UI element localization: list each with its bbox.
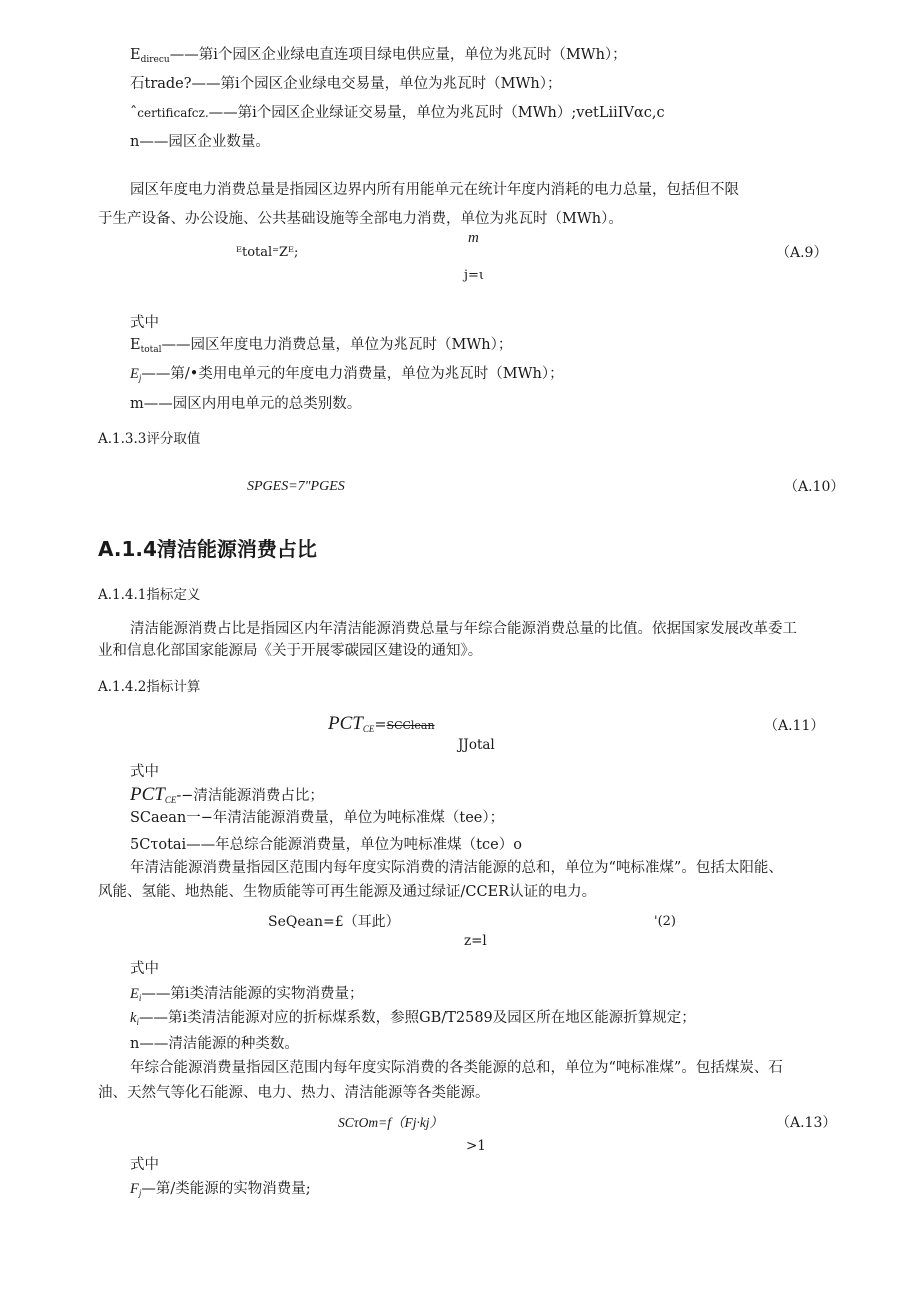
eq11-formula: $PCT_{CE}=SCClean$ [328,713,435,734]
def-f-j: $F_j—$第/类能源的实物消费量; [130,1181,311,1198]
paragraph-total-line2: 油、天然气等化石能源、电力、热力、清洁能源等各类能源。 [98,1085,490,1101]
eq10-formula: SPGES=7"PGES [247,479,345,494]
eq12-lower-limit: z=l [464,933,487,949]
where-label-4: 式中 [130,1157,159,1173]
def-pct-ce: $PCT_{CE}--$清洁能源消费占比； [130,784,324,805]
def-e-total: $E_{total}——$园区年度电力消费总量，单位为兆瓦时（MWh）； [130,337,513,355]
section-a141: A.1.4.1指标定义 [98,587,201,603]
eq11-denominator: JJotal [458,737,495,753]
def-e-trade: 石trade?——第i个园区企业绿电交易量，单位为兆瓦时（MWh）； [130,76,562,92]
section-a142: A.1.4.2指标计算 [98,679,201,695]
paragraph-total-line1: 年综合能源消费量指园区范围内每年度实际消费的各类能源的总和，单位为“吨标准煤”。包括煤炭、石 [130,1060,783,1076]
paragraph-definition-line1: 清洁能源消费占比是指园区内年清洁能源消费总量与年综合能源消费总量的比值。依据国家发展改革委工 [130,621,797,637]
def-sc-clean: SCaean一−年清洁能源消费量，单位为吨标准煤（tee）； [130,810,505,826]
def-m: m——园区内用电单元的总类别数。 [130,396,362,412]
eq13-number: （A.13） [776,1115,837,1131]
paragraph-definition-line2: 业和信息化部国家能源局《关于开展零碳园区建设的通知》。 [98,643,483,659]
eq9-formula: ᴱtotal⁼Zᴱ; [236,245,299,260]
def-n-clean-types: n——清洁能源的种类数。 [130,1036,299,1052]
def-k-i: $k_i——$第i类清洁能源对应的折标煤系数，参照GB/T2589及园区所在地区能源折算规定； [130,1010,696,1027]
eq9-number: （A.9） [776,245,828,261]
where-label-1: 式中 [130,315,159,331]
eq9-lower-limit: j=ι [464,268,485,283]
eq13-formula: SCτOm=f（Fj·kj） [338,1115,444,1130]
heading-a14: A.1.4清洁能源消费占比 [98,537,317,561]
section-a133: A.1.3.3评分取值 [98,431,201,447]
def-n-enterprises: n——园区企业数量。 [130,134,270,150]
def-e-i: $E_i——$第i类清洁能源的实物消费量； [130,986,364,1003]
paragraph-clean-line1: 年清洁能源消费量指园区范围内每年度实际消费的清洁能源的总和，单位为“吨标准煤”。包括太阳能、 [130,860,783,876]
paragraph-clean-line2: 风能、氢能、地热能、生物质能等可再生能源及通过绿证/CCER认证的电力。 [98,884,597,900]
paragraph-electricity-line2: 于生产设备、办公设施、公共基础设施等全部电力消费，单位为兆瓦时（MWh）。 [98,211,623,227]
eq9-upper-limit: m [468,230,479,246]
paragraph-electricity-line1: 园区年度电力消费总量是指园区边界内所有用能单元在统计年度内消耗的电力总量，包括但不限 [130,182,739,198]
def-sc-total: 5Cτotai——年总综合能源消费量，单位为吨标准煤（tce）o [130,837,522,853]
eq12-formula: SeQean=£（耳此） [268,914,400,930]
def-e-certificate: ˆcertificafcz.——第i个园区企业绿证交易量，单位为兆瓦时（MWh）;vetLiiIVαc,c [130,105,665,121]
def-e-j: $E_j——$第/•类用电单元的年度电力消费量，单位为兆瓦时（MWh）； [130,366,564,383]
def-e-direct: $E_{direcu}——$第i个园区企业绿电直连项目绿电供应量，单位为兆瓦时（MWh）； [130,47,627,65]
eq11-number: （A.11） [764,718,825,734]
eq13-lower-limit: >1 [466,1138,486,1154]
eq12-number: '(2) [654,914,676,929]
eq10-number: （A.10） [784,479,845,495]
where-label-3: 式中 [130,961,159,977]
where-label-2: 式中 [130,764,159,780]
